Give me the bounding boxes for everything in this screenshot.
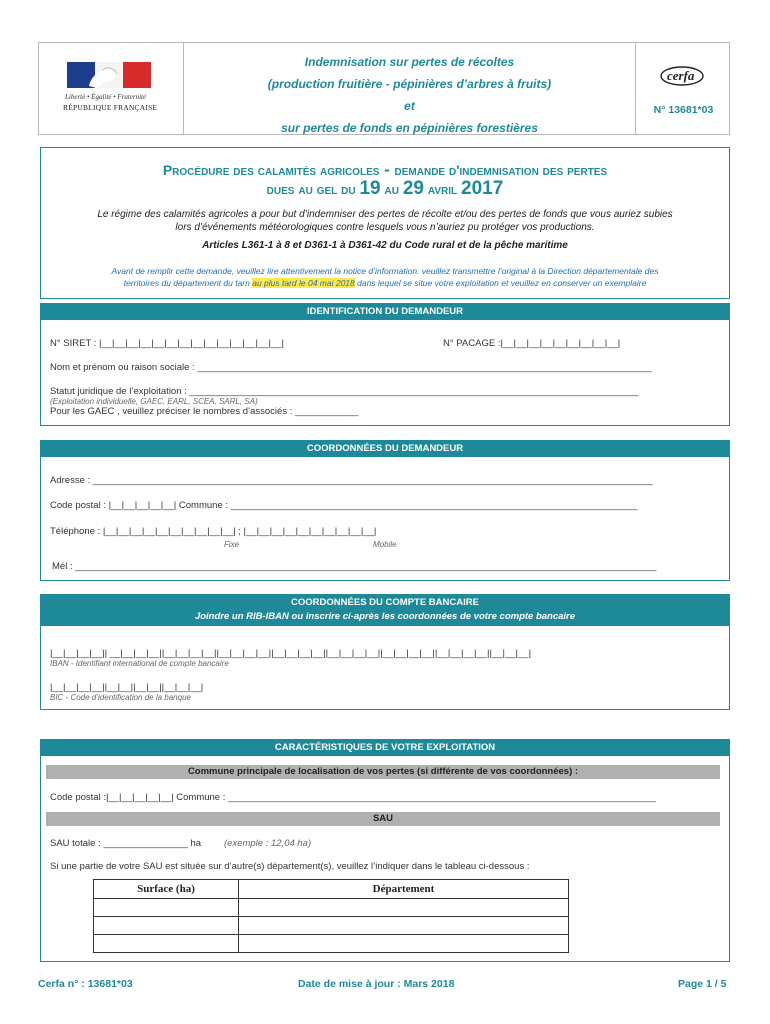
table-row bbox=[94, 935, 569, 953]
farm-header: CARACTÉRISTIQUES DE VOTRE EXPLOITATION bbox=[40, 739, 730, 756]
marianne-logo bbox=[59, 60, 159, 120]
postal-code-commune-field[interactable]: Code postal : |__|__|__|__|__| Commune : _____________________________________________________________________________ bbox=[50, 500, 638, 511]
cerfa-logo: cerfa bbox=[658, 65, 706, 87]
iban-field[interactable]: |__|__|__|__|| __|__|__|__||__|__|__|__||__|__|__|__||__|__|__|__||__|__|__|__||__|__|__|__||__|__|__|__||__|__|__| bbox=[50, 648, 532, 659]
footer-cerfa-number: Cerfa n° : 13681*03 bbox=[38, 978, 133, 990]
iban-label: IBAN - Identifiant international de compte bancaire bbox=[50, 659, 229, 668]
deadline-highlight: au plus tard le 04 mai 2018 bbox=[252, 278, 355, 288]
department-cell[interactable] bbox=[239, 935, 569, 953]
table-row bbox=[94, 917, 569, 935]
phone-field[interactable]: Téléphone : |__|__|__|__|__|__|__|__|__|__| ; |__|__|__|__|__|__|__|__|__|__| bbox=[50, 526, 377, 537]
title-line-4: sur pertes de fonds en pépinières forestières bbox=[281, 121, 538, 135]
address-field[interactable]: Adresse : __________________________________________________________________________________________________________ bbox=[50, 475, 653, 486]
logo-motto: Liberté • Égalité • Fraternité bbox=[65, 93, 147, 101]
form-header bbox=[38, 42, 730, 135]
name-field[interactable]: Nom et prénom ou raison sociale : ______________________________________________________________________________________ bbox=[50, 362, 652, 373]
surface-cell[interactable] bbox=[94, 899, 239, 917]
pacage-field[interactable]: N° PACAGE :|__|__|__|__|__|__|__|__|__| bbox=[443, 338, 621, 349]
footer-page-number: Page 1 / 5 bbox=[678, 978, 727, 990]
procedure-intro-2: lors d’événements météorologiques contre lesquels vous n’auriez pu protéger vos productions. bbox=[175, 222, 595, 233]
form-number: N° 13681*03 bbox=[653, 104, 714, 116]
sau-total-field[interactable]: SAU totale : ________________ ha bbox=[50, 838, 202, 849]
sau-other-dept-note: Si une partie de votre SAU est située sur d’autre(s) département(s), veuillez l’indiquer dans le tableau ci-dessous : bbox=[50, 861, 530, 872]
footer-update-date: Date de mise à jour : Mars 2018 bbox=[298, 978, 455, 990]
surface-department-table bbox=[93, 879, 569, 953]
sau-bar: SAU bbox=[46, 812, 720, 826]
table-row bbox=[94, 899, 569, 917]
cerfa-cell bbox=[636, 43, 731, 134]
siret-field[interactable]: N° SIRET : |__|__|__|__|__|__|__|__|__|__|__|__|__|__| bbox=[50, 338, 284, 349]
department-header: Département bbox=[239, 880, 569, 899]
department-cell[interactable] bbox=[239, 917, 569, 935]
identification-header: IDENTIFICATION DU DEMANDEUR bbox=[40, 303, 730, 320]
coordinates-header: COORDONNÉES DU DEMANDEUR bbox=[40, 440, 730, 457]
procedure-title-line1: Procédure des calamités agricoles - demande d'indemnisation des pertes bbox=[162, 160, 608, 179]
commune-bar: Commune principale de localisation de vos pertes (si différente de vos coordonnées) : bbox=[46, 765, 720, 779]
title-line-2: (production fruitière - pépinières d’arbres à fruits) bbox=[267, 77, 552, 91]
bic-label: BIC - Code d’identification de la banque bbox=[50, 693, 191, 702]
sau-example: (exemple : 12,04 ha) bbox=[224, 838, 312, 849]
procedure-notice-1: Avant de remplir cette demande, veuillez lire attentivement la notice d’information. veuillez transmettre l’original à la Direction départementale des bbox=[111, 266, 659, 276]
gaec-associates-field[interactable]: Pour les GAEC , veuillez préciser le nombres d’associés : ____________ bbox=[50, 406, 359, 417]
procedure-articles: Articles L361-1 à 8 et D361-1 à D361-42 du Code rural et de la pêche maritime bbox=[202, 240, 568, 251]
legal-status-hint: (Exploitation individuelle, GAEC, EARL, SCEA, SARL, SA) bbox=[50, 397, 258, 406]
procedure-box bbox=[40, 147, 730, 299]
farm-postal-code-field[interactable]: Code postal :|__|__|__|__|__| Commune : _________________________________________________________________________________ bbox=[50, 792, 656, 803]
logo-cell bbox=[39, 43, 184, 134]
title-line-3: et bbox=[404, 99, 415, 113]
bank-header: COORDONNÉES DU COMPTE BANCAIRE Joindre un RIB-IBAN ou inscrire ci-après les coordonnées de votre compte bancaire bbox=[40, 594, 730, 626]
surface-cell[interactable] bbox=[94, 917, 239, 935]
phone-mobile-label: Mobile bbox=[373, 540, 397, 549]
email-field[interactable]: Mél : ______________________________________________________________________________________________________________ bbox=[52, 561, 657, 572]
legal-status-field[interactable]: Statut juridique de l’exploitation : _____________________________________________________________________________________ bbox=[50, 386, 639, 397]
title-line-1: Indemnisation sur pertes de récoltes bbox=[304, 55, 515, 69]
department-cell[interactable] bbox=[239, 899, 569, 917]
form-title bbox=[184, 43, 636, 134]
bic-field[interactable]: |__|__|__|__||__|__||__|__||__|__|__| bbox=[50, 682, 204, 693]
surface-header: Surface (ha) bbox=[94, 880, 239, 899]
phone-fixe-label: Fixe bbox=[224, 540, 240, 549]
procedure-title-line2: dues au gel du 19 au 29 avril 2017 bbox=[266, 178, 504, 199]
procedure-notice-2: territoires du département du tarn au plus tard le 04 mai 2018 dans lequel se situe votre exploitation et veuillez en conserver un exemplaire bbox=[123, 278, 647, 288]
surface-cell[interactable] bbox=[94, 935, 239, 953]
procedure-intro-1: Le régime des calamités agricoles a pour but d’indemniser des pertes de récolte et/ou des pertes de fonds que vous auriez subies bbox=[97, 209, 673, 220]
logo-republique: RÉPUBLIQUE FRANÇAISE bbox=[63, 103, 158, 112]
